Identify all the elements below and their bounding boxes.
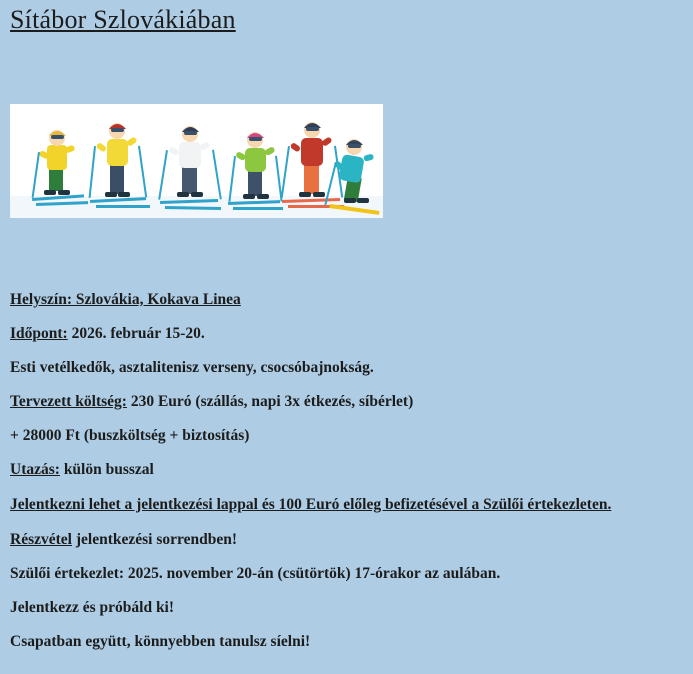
line-reszvetel — [10, 523, 670, 557]
line-koltseg-plusz-text: + 28000 Ft (buszköltség + biztosítás) — [10, 427, 250, 444]
line-utazas-rest: külön busszal — [59, 461, 154, 478]
line-koltseg-rest: 230 Euró (szállás, napi 3x étkezés, síbérlet) — [126, 393, 414, 410]
line-idopont-label: Időpont: — [10, 325, 68, 342]
line-koltseg-plusz — [10, 419, 670, 453]
line-helyszin-label: Helyszín: Szlovákia, Kokava Linea — [10, 291, 241, 308]
page-title: Sítábor Szlovákiában — [10, 5, 236, 34]
line-koltseg — [10, 385, 670, 419]
line-idopont-rest: 2026. február 15-20. — [67, 325, 205, 342]
line-utazas-label: Utazás: — [10, 461, 60, 478]
document-body — [10, 283, 670, 659]
line-csapatban-text: Csapatban együtt, könnyebben tanulsz síelni! — [10, 633, 311, 650]
line-idopont — [10, 317, 670, 351]
line-utazas — [10, 453, 670, 487]
line-koltseg-label: Tervezett költség: — [10, 393, 127, 410]
line-esti-programok — [10, 351, 670, 385]
line-reszvetel-label: Részvétel — [10, 531, 72, 548]
line-jelentkezz — [10, 591, 670, 625]
skiers-illustration — [10, 104, 383, 218]
line-jelentkezz-text: Jelentkezz és próbáld ki! — [10, 599, 175, 616]
line-szuloi-ertekezlet — [10, 557, 670, 591]
line-esti-programok-text: Esti vetélkedők, asztalitenisz verseny, csocsóbajnokság. — [10, 359, 374, 376]
line-jelentkezes-text: Jelentkezni lehet a jelentkezési lappal és 100 Euró előleg befizetésével a Szülői értekezleten. — [10, 496, 612, 513]
line-reszvetel-rest: jelentkezési sorrendben! — [71, 531, 237, 548]
line-helyszin — [10, 283, 670, 317]
line-szuloi-ertekezlet-text: Szülői értekezlet: 2025. november 20-án (csütörtök) 17-órakor az aulában. — [10, 565, 501, 582]
line-csapatban — [10, 625, 670, 659]
skiers-photo — [10, 104, 383, 218]
line-jelentkezes — [10, 491, 670, 518]
